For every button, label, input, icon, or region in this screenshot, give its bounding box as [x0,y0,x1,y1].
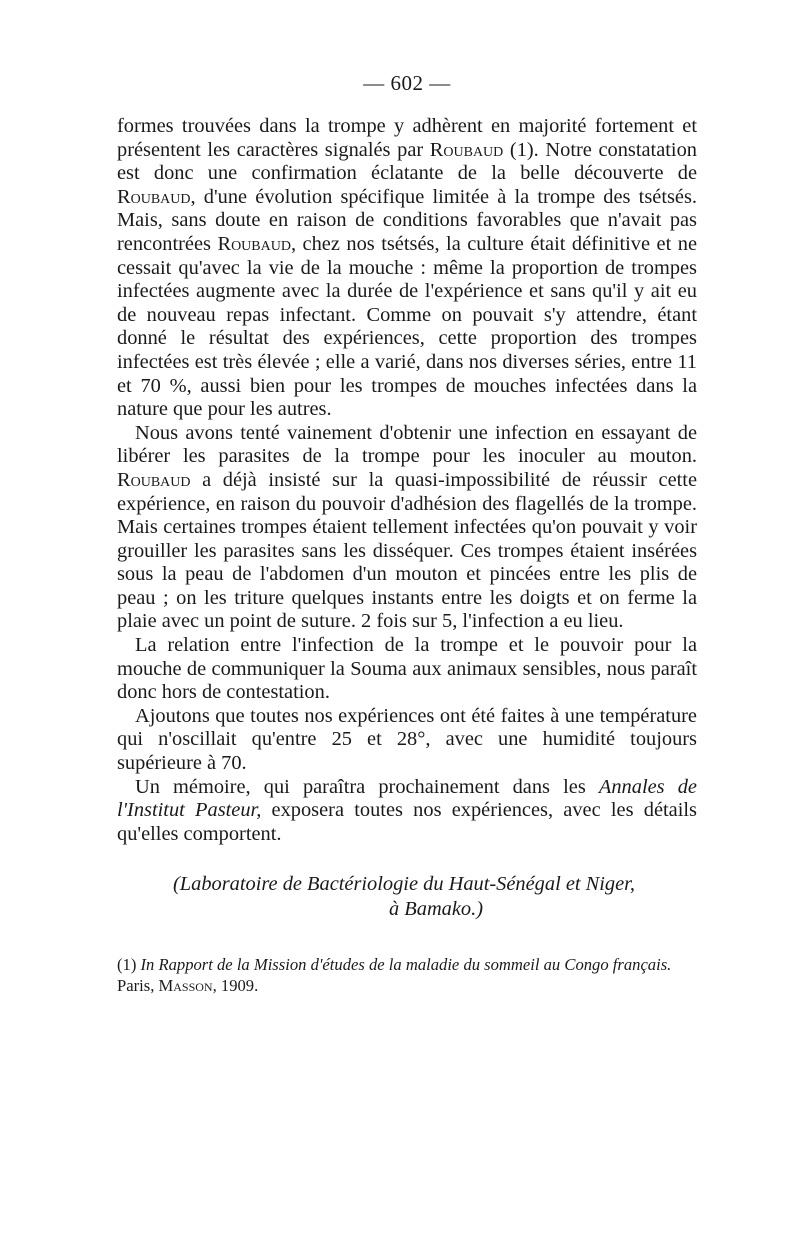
paragraph-text: , d'une évolution spécifique limitée à la trompe des tsétsés. Mais, sans doute en raison de conditions favorables que n'avait pas rencontrées [117,185,697,255]
author-name: Roubaud [117,468,191,491]
paragraph-text: exposera toutes nos expériences, avec les détails qu'elles comportent. [117,799,697,845]
paragraph-text: a déjà insisté sur la quasi-impossibilité de réussir cette expérience, en raison du pouvoir d'adhésion des flagellés de la trompe. Mais certaines trompes étaient tellement infectées qu'on pouvait y voir grouiller les parasites sans les disséquer. Ces trompes étaient insérées sous la peau de l'abdomen d'un mouton et pincées entre les plis de peau ; on les triture quelques instants entre les doigts et on ferme la plaie avec un point de suture. 2 fois sur 5, l'infection a eu lieu. [117,468,697,633]
footnote-marker: (1) [117,955,141,975]
paragraph-text: Nous avons tenté vainement d'obtenir une infection en essayant de libérer les parasites de la trompe pour les inoculer au mouton. [117,421,697,468]
paragraph-2 [117,422,697,634]
author-name: Roubaud [217,232,291,255]
laboratory-signoff [117,872,697,922]
body-text [117,115,697,846]
paragraph-text: , chez nos tsétsés, la culture était définitive et ne cessait qu'avec la vie de la mouche : même la proportion de trompes infectées augmente avec la durée de l'expérience et sans qu'il y ait eu de nouveau repas infectant. Comme on pouvait s'y attendre, étant donné le résultat des expériences, cette proportion des trompes infectées est très élevée ; elle a varié, dans nos diverses séries, entre 11 et 70 %, aussi bien pour les trompes de mouches infectées dans la nature que pour les autres. [117,232,697,421]
document-page [117,70,697,996]
footnote-text: , 1909. [212,976,259,996]
paragraph-4: Ajoutons que toutes nos expériences ont été faites à une température qui n'oscillait qu'entre 25 et 28°, avec une humidité toujours supérieure à 70. [117,704,697,775]
author-name: Roubaud [117,185,191,208]
paragraph-1 [117,115,697,422]
author-name: Roubaud [429,138,504,161]
journal-title: Annales de l'Institut Pasteur, [117,775,697,822]
paragraph-text: Un mémoire, qui paraîtra prochainement dans les [135,775,599,798]
paragraph-text: (1). Notre constatation est donc une confirmation éclatante de la belle découverte de [117,138,697,185]
paragraph-5 [117,776,697,847]
paragraph-text: formes trouvées dans la trompe y adhèrent en majorité fortement et présentent les caractères signalés par [117,115,697,161]
signoff-line-1: (Laboratoire de Bactériologie du Haut-Sénégal et Niger, [173,873,635,896]
footnote-publisher: Masson [158,976,213,996]
page-number: — 602 — [363,71,451,95]
footnote-text: Paris, [117,976,159,996]
paragraph-3: La relation entre l'infection de la trompe et le pouvoir pour la mouche de communiquer la Souma aux animaux sensibles, nous paraît donc hors de contestation. [117,634,697,704]
footnote-title: In Rapport de la Mission d'études de la maladie du sommeil au Congo français. [140,955,672,975]
signoff-line-2: à Bamako.) [389,898,483,921]
footnote [117,954,697,996]
